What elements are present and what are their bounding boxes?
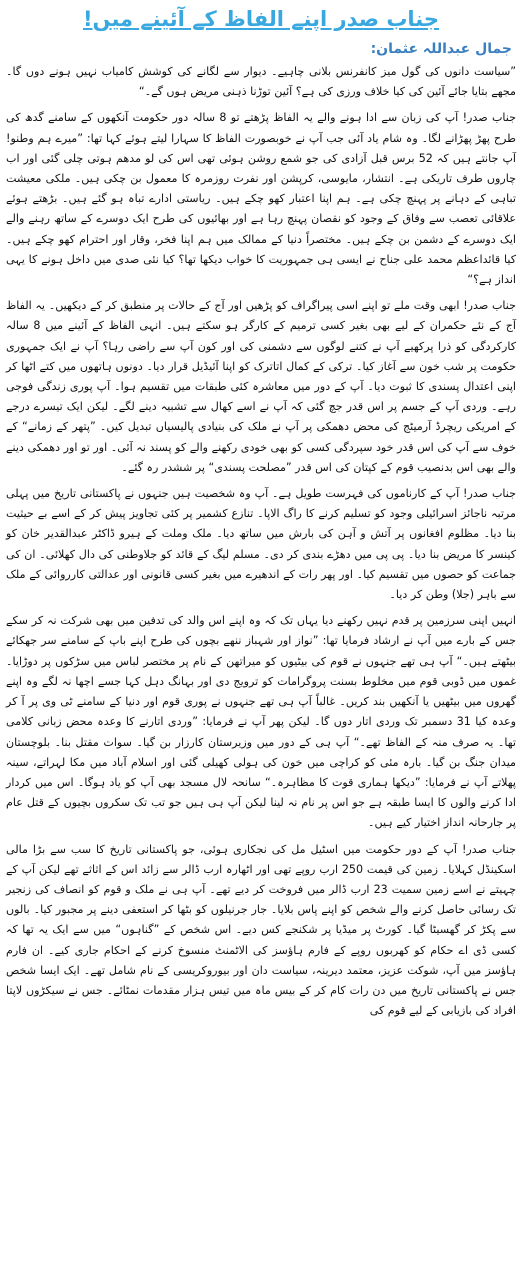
article-headline: جناب صدر اپنے الفاظ کے آئینے میں! [82, 7, 440, 31]
article-paragraph: انہیں اپنی سرزمین پر قدم نہیں رکھنے دیا یہاں تک کہ وہ اپنے اس والد کی تدفین میں بھی شرکت نہ کر سکے جس کے بارے میں آپ نے ارشاد فرمایا تھا: ”نواز اور شہباز ننھے بچوں کی طرح اپنے باپ کے سامنے سر جھکائے بیٹھتے ہیں۔“ آپ ہی تھے جنہوں نے قوم کی بیٹیوں کو میراتھن کے نام پر مختصر لباس میں سڑکوں پر دوڑایا۔ غموں میں ڈوبی قوم میں مخلوط بسنت پروگرامات کو ترویج دی اور بہانگ دہل کہا جسے اچھا نہ لگے وہ اپنے گھروں میں بیٹھیں یا آنکھیں بند کریں۔ غالباً آپ ہی تھے جنہوں نے پوری قوم اور دنیا کے سامنے ٹی وی پر آ کر وعدہ کیا 31 دسمبر تک وردی اتار دوں گا۔ لیکن پھر آپ نے فرمایا: ”وردی اتارنے کا وعدہ محض زبانی کلامی تھا۔ یہ صرف منہ کے الفاظ تھے۔“ آپ ہی کے دور میں وزیرستان کارزار بن گیا۔ سوات مقتل بنا۔ بلوچستان میدان جنگ بن گیا۔ بارہ مئی کو کراچی میں خون کی ہولی کھیلی گئی اور اسلام آباد میں مکا لہراتے، سینہ پھلاتے آپ نے فرمایا: ”دیکھا ہماری قوت کا مظاہرہ۔“ سانحہ لال مسجد بھی آپ کو یاد ہوگا۔ اس میں کردار ادا کرنے والوں کا ایسا طبقہ ہے جو اس پر نام نہ لینا لیکن آپ ہی ہیں جو تب تک سکروں بچیوں کے قتل عام پر جارحانہ انداز اختیار کیے ہیں۔ [6, 614, 516, 830]
article-paragraph: ”سیاست دانوں کی گول میز کانفرنس بلانی چاہیے۔ دیوار سے لگانے کی کوشش کامیاب نہیں ہونے دوں گا۔ مجھے بتایا جائے آئین کی کیا خلاف ورزی کی ہے؟ آئین توڑنا ذہنی مریض ہوں گے۔“ [6, 65, 516, 99]
article-body [6, 62, 516, 1021]
article-paragraph: جناب صدر! آپ کے دور حکومت میں اسٹیل مل کی نجکاری ہوئی، جو پاکستانی تاریخ کا سب سے بڑا مالی اسکینڈل کہلایا۔ زمین کی قیمت 250 ارب روپے تھی اور اٹھارہ ارب ڈالر سے زائد اس کے اثاثے تھے لیکن آپ کے چہیتے نے اسے زمین سمیت 23 ارب ڈالر میں فروخت کر دیے تھے۔ آپ ہی نے ملک و قوم کو انصاف کی زنجیر تک رسائی حاصل کرنے والے شخص کو اپنے پاس بلایا۔ جار جرنیلوں کو بٹھا کر استعفی دینے پر مجبور کیا۔ بالوں سے پکڑ کر گھسیٹا گیا۔ کورٹ پر میڈیا پر شکنجے کس دیے۔ اس شخص کے ”گناہوں“ میں سے ایک یہ تھا کہ کسی ڈی اے حکام کو کھربوں روپے کے فارم ہاؤسز کی الاٹمنٹ منسوخ کرنے کے احکام جاری کیے۔ ان فارم ہاؤسز میں آپ، شوکت عزیز، معتمد دیرینہ، سیاست دان اور بیوروکریسی کے نام شامل تھے۔ ایک ایسا شخص جس نے پاکستانی تاریخ میں دن رات کام کر کے بیس ماہ میں تیس ہزار مقدمات نمٹائے۔ جس نے سیکڑوں لاپتا افراد کی بازیابی کے لیے قوم کی [6, 842, 517, 1018]
author-byline: جمال عبداللہ عثمان: [370, 41, 512, 57]
article-paragraph: جناب صدر! آپ کے کارناموں کی فہرست طویل ہے۔ آپ وہ شخصیت ہیں جنہوں نے پاکستانی تاریخ میں پہلی مرتبہ ناجائز اسرائیلی وجود کو تسلیم کرنے کا راگ الاپا۔ تنازع کشمیر پر کئی تجاویز پیش کر کے اسے بے حیثیت بنا دیا۔ مظلوم افغانوں پر آتش و آہن کی بارش میں ساتھ دیا۔ ملک وملت کے ہیرو ڈاکٹر عبدالقدیر خان کو کینسر کا مریض بنا دیا۔ پی پی میں دھڑے بندی کر دی۔ مسلم لیگ کے قائد کو جلاوطنی کی دال کھلائی۔ ان کی جماعت کو حصوں میں تقسیم کیا۔ اور پھر رات کے اندھیرے میں بغیر کسی قانونی اور عدالتی کارروائی کے ملک سے باہر (جلا) وطن کر دیا۔ [6, 487, 516, 602]
article-paragraph: جناب صدر! ابھی وقت ملے تو اپنے اسی پیراگراف کو پڑھیں اور آج کے حالات پر منطبق کر کے دیکھیں۔ یہ الفاظ آج کے نئے حکمران کے لیے بھی بغیر کسی ترمیم کے کارگر ہو سکتے ہیں۔ انہی الفاظ کے آئینے میں 8 سالہ کارکردگی کو ذرا پرکھیے آپ نے کتنے لوگوں سے دشمنی کی اور کون آپ سے راضی رہا؟ آپ نے ایک جمہوری حکومت پر شب خون سے آغاز کیا۔ ترکی کے کمال اتاترک کو اپنا آئیڈیل قرار دیا۔ دونوں ہاتھوں میں کتے اٹھا کر اپنی اعتدال پسندی کا ثبوت دیا۔ آپ کے دور میں معاشرہ کئی طبقات میں تقسیم ہوا۔ آپ پوری زندگی فوجی رہے۔ وردی آپ کے جسم پر اس قدر جچ گئی کہ آپ نے اسے کھال سے تشبیہ دینے لگے۔ لیکن ایک تیسرے درجے کے امریکی ریچرڈ آرمیٹج کی محض دھمکی پر آپ نے ملک کی بنیادی پالیسیاں تبدیل کیں۔ ”پتھر کے زمانے“ کے خوف سے آپ کی اس قدر خود سپردگی کسی کو بھی خودی رکھنے والے کو پسند نہ آئی۔ اور تو اور دھمکی دینے والے بھی اس بدنصیب قوم کے کپتان کی اس قدر ”مصلحت پسندی“ پر ششدر رہ گئے۔ [6, 299, 516, 474]
article-paragraph: جناب صدر! آپ کی زبان سے ادا ہونے والے یہ الفاظ پڑھتے تو 8 سالہ دور حکومت آنکھوں کے سامنے گدھ کی طرح پھڑ پھڑانے لگا۔ وہ شام یاد آئی جب آپ نے خوبصورت الفاظ کا سہارا لیتے ہوئے کہا تھا: ”میرے ہم وطنو! آپ جانتے ہیں کہ 52 برس قبل آزادی کی جو شمع روشن ہوئی تھی اس کی لو مدھم ہوتی چلی گئی اور اب چاروں طرف تاریکی ہے۔ انتشار، مایوسی، کرپشن اور نفرت روزمرہ کا معمول بن چکی ہیں۔ ملکی معیشت تباہی کے دہانے پر پہنچ چکی ہے۔ ہم اپنا اعتبار کھو چکے ہیں۔ ریاستی ادارے تباہ ہو گئے ہیں۔ بڑھتے ہوئے علاقائی تعصب سے وفاق کے وجود کو نقصان پہنچ رہا ہے اور بھائیوں کی طرح ایک دوسرے کے ساتھ رہنے والے ایک دوسرے کے دشمن بن چکے ہیں۔ مختصراً دنیا کے ممالک میں ہم اپنا فخر، وقار اور احترام کھو چکے ہیں۔ کیا قائداعظم محمد علی جناح نے ایسی ہی جمہوریت کا خواب دیکھا تھا؟ کیا نئی صدی میں داخل ہونے کا یہی انداز ہے؟“ [6, 111, 516, 287]
